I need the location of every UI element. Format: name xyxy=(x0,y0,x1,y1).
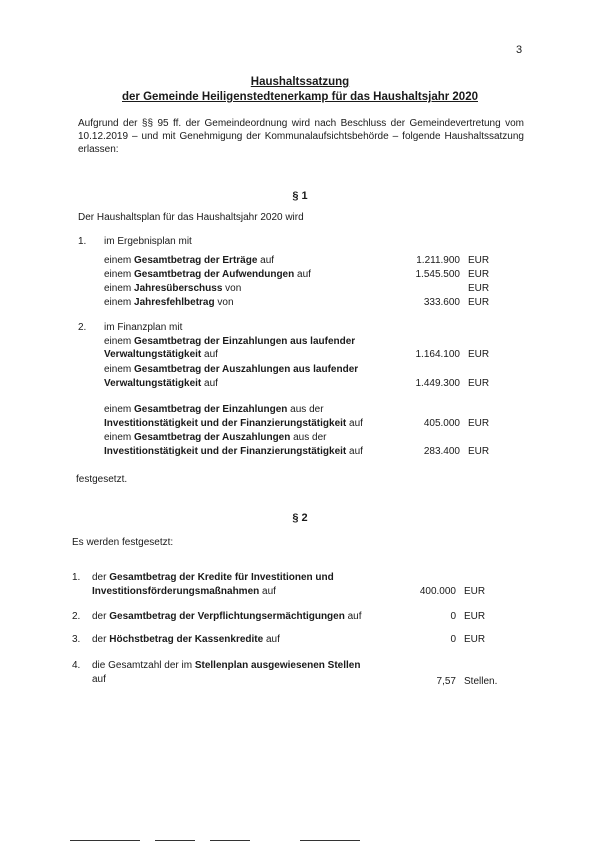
section-1-heading: § 1 xyxy=(292,190,308,202)
auszahlungen-inv-amount: 283.400 xyxy=(423,446,460,457)
currency: EUR xyxy=(468,378,490,389)
kredite-label: der Gesamtbetrag der Kredite für Investitionen und xyxy=(92,572,334,583)
item-number: 1. xyxy=(78,236,87,247)
currency: EUR xyxy=(464,586,486,597)
currency: EUR xyxy=(468,269,490,280)
finanzplan-heading: im Finanzplan mit xyxy=(104,322,183,333)
kredite-amount: 400.000 xyxy=(419,586,456,597)
page-number: 3 xyxy=(516,44,523,56)
verpflichtungsermaechtigungen-label: der Gesamtbetrag der Verpflichtungsermächtigungen auf xyxy=(92,611,362,622)
jahresfehlbetrag-label: einem Jahresfehlbetrag von xyxy=(104,297,234,308)
aufwendungen-label: einem Gesamtbetrag der Aufwendungen auf xyxy=(104,269,311,280)
kassenkredite-amount: 0 xyxy=(450,634,456,645)
auszahlungen-inv-label: einem Gesamtbetrag der Auszahlungen aus der xyxy=(104,432,327,443)
ergebnisplan-heading: im Ergebnisplan mit xyxy=(104,236,192,247)
item-number: 2. xyxy=(78,322,87,333)
einzahlungen-lfd-label: einem Gesamtbetrag der Einzahlungen aus laufender xyxy=(104,336,356,347)
einzahlungen-inv-label-2: Investitionstätigkeit und der Finanzierungstätigkeit auf xyxy=(104,418,363,429)
item-number: 2. xyxy=(72,611,81,622)
currency: EUR xyxy=(468,446,490,457)
jahresueberschuss-label: einem Jahresüberschuss von xyxy=(104,283,242,294)
auszahlungen-lfd-amount: 1.449.300 xyxy=(415,378,460,389)
stellen-label: die Gesamtzahl der im Stellenplan ausgewiesenen Stellen xyxy=(92,660,361,671)
item-number: 4. xyxy=(72,660,81,671)
intro-paragraph: Aufgrund der §§ 95 ff. der Gemeindeordnung wird nach Beschluss der Gemeindevertretung vom 10.12.2019 – und mit Genehmigung der Kommunalaufsichtsbehörde – folgende Haushaltssatzung erlassen: xyxy=(78,118,524,155)
currency: EUR xyxy=(468,255,490,266)
document-title: Haushaltssatzung xyxy=(250,76,350,88)
currency: EUR xyxy=(468,283,490,294)
stellen-unit: Stellen. xyxy=(464,676,498,687)
item-number: 1. xyxy=(72,572,81,583)
section-2-heading: § 2 xyxy=(292,512,308,524)
einzahlungen-inv-amount: 405.000 xyxy=(423,418,460,429)
currency: EUR xyxy=(468,297,490,308)
ertraege-label: einem Gesamtbetrag der Erträge auf xyxy=(104,255,275,266)
section-2-lead: Es werden festgesetzt: xyxy=(72,537,174,548)
jahresfehlbetrag-amount: 333.600 xyxy=(423,297,460,308)
currency: EUR xyxy=(464,634,486,645)
signature-line xyxy=(300,840,360,841)
auszahlungen-lfd-label-2: Verwaltungstätigkeit auf xyxy=(104,378,218,389)
item-number: 3. xyxy=(72,634,81,645)
signature-line xyxy=(70,840,140,841)
document-subtitle: der Gemeinde Heiligenstedtenerkamp für das Haushaltsjahr 2020 xyxy=(122,91,478,103)
kredite-label-2: Investitionsförderungsmaßnahmen auf xyxy=(92,586,276,597)
signature-line xyxy=(210,840,250,841)
ertraege-amount: 1.211.900 xyxy=(416,255,460,266)
section-1-closing: festgesetzt. xyxy=(76,474,128,485)
currency: EUR xyxy=(468,418,490,429)
stellen-label-2: auf xyxy=(92,674,106,685)
currency: EUR xyxy=(468,349,490,360)
einzahlungen-lfd-label-2: Verwaltungstätigkeit auf xyxy=(104,349,218,360)
einzahlungen-lfd-amount: 1.164.100 xyxy=(415,349,460,360)
section-1-lead: Der Haushaltsplan für das Haushaltsjahr 2020 wird xyxy=(78,212,304,223)
signature-line xyxy=(155,840,195,841)
currency: EUR xyxy=(464,611,486,622)
verpflichtungsermaechtigungen-amount: 0 xyxy=(450,611,456,622)
aufwendungen-amount: 1.545.500 xyxy=(415,269,460,280)
kassenkredite-label: der Höchstbetrag der Kassenkredite auf xyxy=(92,634,280,645)
auszahlungen-lfd-label: einem Gesamtbetrag der Auszahlungen aus laufender xyxy=(104,364,359,375)
einzahlungen-inv-label: einem Gesamtbetrag der Einzahlungen aus der xyxy=(104,404,324,415)
stellen-amount: 7,57 xyxy=(436,676,456,687)
auszahlungen-inv-label-2: Investitionstätigkeit und der Finanzierungstätigkeit auf xyxy=(104,446,363,457)
